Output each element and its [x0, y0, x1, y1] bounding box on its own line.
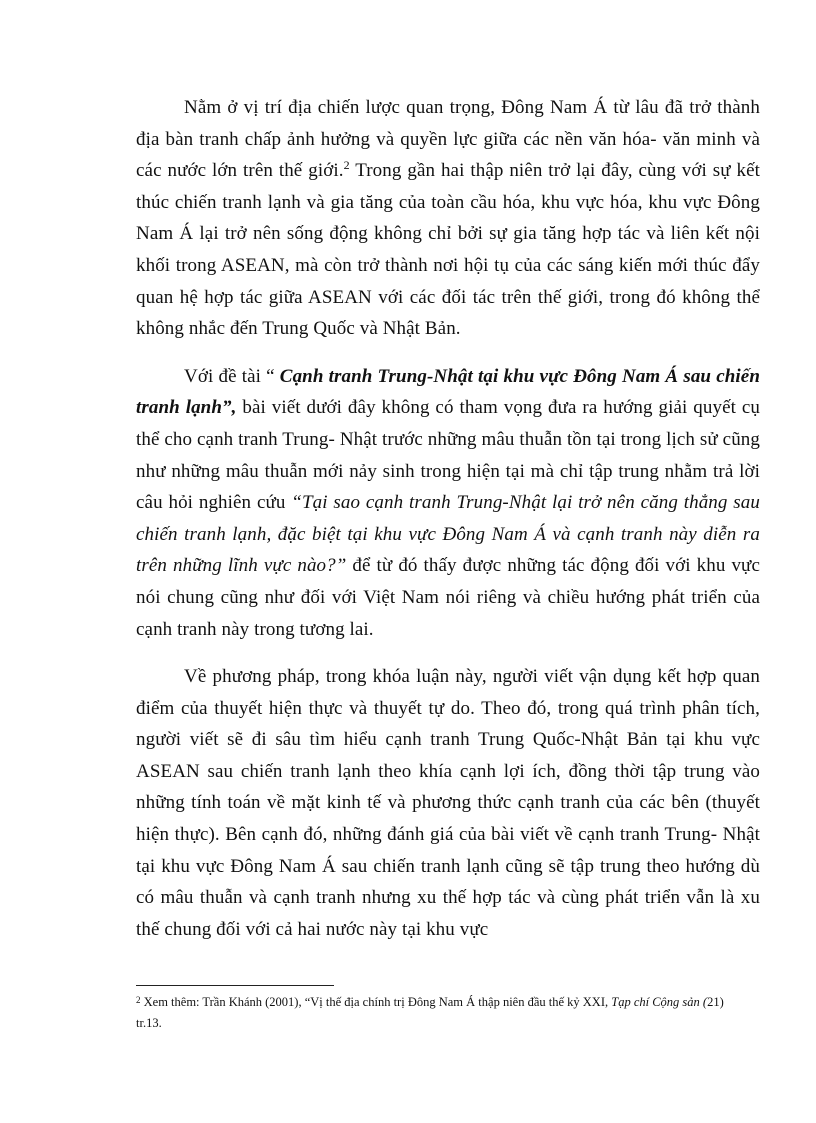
paragraph-intro — [136, 92, 760, 345]
footnote-reference[interactable]: 2 — [343, 158, 350, 173]
paragraph-intro-text-a: Nằm ở vị trí địa chiến lược quan trọng, Đông Nam Á từ lâu đã trở thành địa bàn tranh chấp ảnh hưởng và quyền lực giữa các nền văn hóa- văn minh và các nước lớn trên thế giới. — [136, 97, 760, 182]
footnote-text-b: 21) tr.13. — [136, 995, 724, 1030]
paragraph-topic-intro: Với đề tài “ — [184, 365, 280, 387]
paragraph-intro-text-b: Trong gần hai thập niên trở lại đây, cùng với sự kết thúc chiến tranh lạnh và gia tăng của toàn cầu hóa, khu vực hóa, khu vực Đông Nam Á lại trở nên sống động không chỉ bởi sự gia tăng hợp tác và liên kết nội khối trong ASEAN, mà còn trở thành nơi hội tụ của các sáng kiến mới thúc đẩy quan hệ hợp tác giữa ASEAN với các đối tác trên thế giới, trong đó không thể không nhắc đến Trung Quốc và Nhật Bản. — [136, 160, 760, 340]
paragraph-method-text: Về phương pháp, trong khóa luận này, người viết vận dụng kết hợp quan điểm của thuyết hiện thực và thuyết tự do. Theo đó, trong quá trình phân tích, người viết sẽ đi sâu tìm hiểu cạnh tranh Trung Quốc-Nhật Bản tại khu vực ASEAN sau chiến tranh lạnh theo khía cạnh lợi ích, đồng thời tập trung vào những tính toán về mặt kinh tế và phương thức cạnh tranh của các bên (thuyết hiện thực). Bên cạnh đó, những đánh giá của bài viết về cạnh tranh Trung- Nhật tại khu vực Đông Nam Á sau chiến tranh lạnh cũng sẽ tập trung theo hướng dù có mâu thuẫn và cạnh tranh nhưng xu thế hợp tác và cùng phát triển vẫn là xu thế chung đối với cả hai nước này tại khu vực — [136, 666, 760, 940]
footnote-divider — [136, 985, 334, 986]
footnote-text-a: Xem thêm: Trần Khánh (2001), “Vị thế địa chính trị Đông Nam Á thập niên đầu thế kỷ XXI, — [140, 995, 612, 1009]
paragraph-topic-text-b: để từ đó thấy được những tác động đối với khu vực nói chung cũng như đối với Việt Nam nói riêng và chiều hướng phát triển của cạnh tranh này trong tương lai. — [136, 555, 760, 640]
research-question: “Tại sao cạnh tranh Trung-Nhật lại trở nên căng thẳng sau chiến tranh lạnh, đặc biệt tại khu vực Đông Nam Á và cạnh tranh này diễn ra trên những lĩnh vực nào?” — [136, 492, 760, 577]
paragraph-method — [136, 661, 760, 945]
paragraph-topic — [136, 361, 760, 645]
topic-title: Cạnh tranh Trung-Nhật tại khu vực Đông Nam Á sau chiến tranh lạnh”, — [136, 365, 760, 419]
footnote-journal: Tạp chí Cộng sản ( — [611, 995, 708, 1009]
paragraph-topic-text-a: bài viết dưới đây không có tham vọng đưa ra hướng giải quyết cụ thể cho cạnh tranh Trung- Nhật trước những mâu thuẫn tồn tại trong lịch sử cũng như những mâu thuẫn mới nảy sinh trong hiện tại mà chỉ tập trung nhằm trả lời câu hỏi nghiên cứu — [136, 397, 761, 514]
footnote-number: 2 — [136, 995, 141, 1005]
footnote — [136, 992, 736, 1034]
